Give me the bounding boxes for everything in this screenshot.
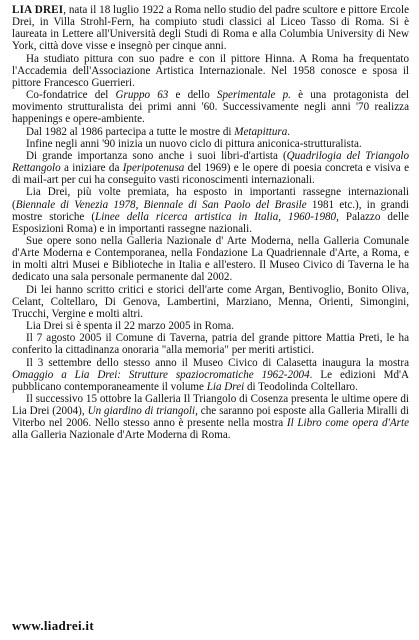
paragraph-11: Il 7 agosto 2005 il Comune di Taverna, patria del grande pittore Mattia Preti, le ha conferito la cittadinanza onoraria "alla memoria" per meriti artistici. bbox=[12, 332, 409, 357]
paragraph-12: Il 3 settembre dello stesso anno il Museo Civico di Calasetta inaugura la mostra Omaggio a Lia Drei: Strutture spaziocromatiche 1962-2004. Le edizioni Md'A pubblicano contemporaneamente il volume Lia Drei di Teodolinda Coltellaro. bbox=[12, 356, 410, 393]
italic-title: Biennale di Venezia 1978, Biennale di San Paolo del Brasile bbox=[15, 198, 307, 211]
italic-title: Gruppo 63 bbox=[115, 89, 169, 102]
italic-title: Sperimentale p. bbox=[216, 89, 291, 102]
paragraph-5: Infine negli anni '90 inizia un nuovo ciclo di pittura aniconica-strutturalista. bbox=[26, 137, 362, 150]
italic-title: Quadrilogia del Triangolo Rettangolo bbox=[12, 149, 409, 175]
paragraph-1 bbox=[12, 4, 409, 53]
italic-title: Metapittura bbox=[234, 125, 288, 138]
italic-title: Omaggio a Lia Drei: Strutture spaziocromatiche 1962-2004 bbox=[12, 368, 310, 381]
italic-title: Lia Drei bbox=[206, 380, 245, 393]
paragraph-2: Ha studiato pittura con suo padre e con il pittore Hinna. A Roma ha frequentato l'Accademia dell'Associazione Artistica Internazionale. Nel 1958 conosce e sposa il pittore Francesco Guerrieri. bbox=[12, 52, 409, 89]
paragraph-1-body: , nata il 18 luglio 1922 a Roma nello studio del padre scultore e pittore Ercole Drei, in Villa Strohl-Fern, ha compiuto studi classici al Liceo Tasso di Roma. Si è laureata in Lettere all'Università degli Studi di Roma e alla Columbia University di New York, città dove visse e insegnò per cinque anni. bbox=[12, 4, 409, 53]
paragraph-8: Sue opere sono nella Galleria Nazionale d' Arte Moderna, nella Galleria Comunale d'Arte Moderna e Contemporanea, nella Fondazione La Quadriennale d'Arte, a Roma, e in molti altri Musei e Biblioteche in Italia e all'estero. Il Museo Civico di Taverna le ha dedicato una sala personale permanente dal 2002. bbox=[12, 234, 409, 284]
italic-title: Linee della ricerca artistica in Italia, 1960-1980, bbox=[95, 210, 339, 223]
website-link[interactable]: www.liadrei.it bbox=[12, 617, 94, 633]
italic-title: Il Libro come opera d'Arte bbox=[286, 417, 409, 430]
paragraph-10: Lia Drei si è spenta il 22 marzo 2005 in Roma. bbox=[26, 320, 234, 333]
paragraph-3: Co-fondatrice del Gruppo 63 e dello Sperimentale p. è una protagonista del movimento strutturalista dei primi anni '60. Successivamente negli anni '70 realizza happenings e opere-ambiente. bbox=[12, 89, 409, 126]
paragraph-13: Il successivo 15 ottobre la Galleria Il Triangolo di Cosenza presenta le ultime opere di Lia Drei (2004), Un giardino di triangoli, che saranno poi esposte alla Galleria Miralli di Viterbo nel 2006. Nello stesso anno è presente nella mostra Il Libro come opera d'Arte alla Galleria Nazionale d'Arte Moderna di Roma. bbox=[12, 393, 409, 442]
italic-title: Un giardino di triangoli bbox=[87, 405, 196, 418]
paragraph-4: Dal 1982 al 1986 partecipa a tutte le mostre di Metapittura. bbox=[26, 125, 291, 138]
paragraph-6: Di grande importanza sono anche i suoi libri-d'artista (Quadrilogia del Triangolo Rettangolo a iniziare da Iperipotenusa del 1969) e le opere di poesia concreta e visiva e di mail-art per cui ha conseguito vasti riconoscimenti internazionali. bbox=[12, 149, 409, 187]
lead-name: LIA DREI bbox=[12, 4, 64, 16]
paragraph-9: Di lei hanno scritto critici e storici dell'arte come Argan, Bentivoglio, Bonito Oliva, Celant, Coltellaro, Di Genova, Lambertini, Marziano, Menna, Orienti, Simongini, Trucchi, Vergine e molti altri. bbox=[12, 283, 409, 320]
paragraph-7: Lia Drei, più volte premiata, ha esposto in importanti rassegne internazionali (Biennale di Venezia 1978, Biennale di San Paolo del Brasile 1981 etc.), in grandi mostre storiche (Linee della ricerca artistica in Italia, 1960-1980, Palazzo delle Esposizioni Roma) e in importanti rassegne nazionali. bbox=[12, 186, 409, 235]
italic-title: Iperipotenusa bbox=[122, 162, 185, 175]
